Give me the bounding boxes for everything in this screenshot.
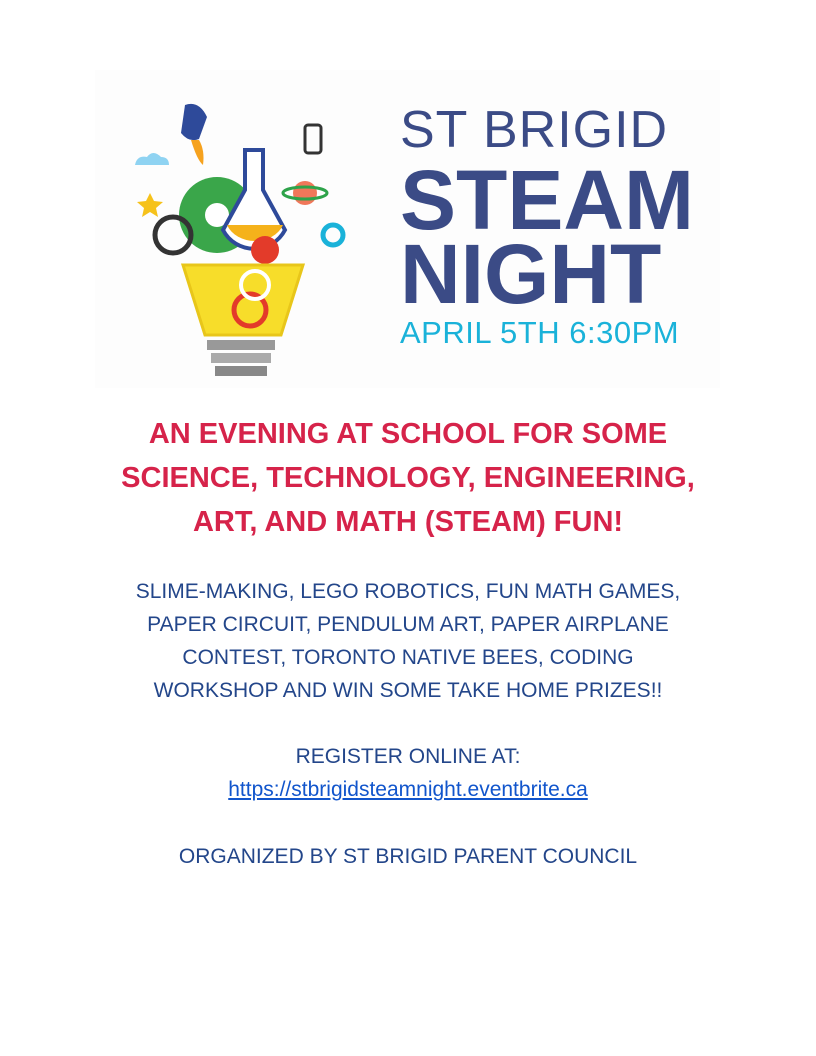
cloud-icon (135, 153, 169, 165)
headline (0, 412, 816, 544)
headline-line: ART, AND MATH (STEAM) FUN! (192, 506, 624, 538)
banner-title-steam: STEAM (400, 153, 694, 247)
event-banner (95, 70, 720, 388)
apple-icon (251, 236, 279, 264)
lightbulb-steam-illustration (125, 85, 355, 385)
organizer-text: ORGANIZED BY ST BRIGID PARENT COUNCIL (178, 845, 638, 868)
headline-line: AN EVENING AT SCHOOL FOR SOME (148, 418, 668, 450)
banner-date-time: APRIL 5TH 6:30PM (400, 315, 680, 350)
star-icon (137, 193, 163, 217)
planet-icon (293, 181, 317, 205)
banner-title-night: NIGHT (400, 227, 662, 321)
banner-school-name: ST BRIGID (400, 101, 669, 159)
register-link[interactable]: https://stbrigidsteamnight.eventbrite.ca (228, 778, 588, 801)
activities-list (0, 575, 816, 707)
activities-line: CONTEST, TORONTO NATIVE BEES, CODING (182, 646, 634, 669)
activities-line: WORKSHOP AND WIN SOME TAKE HOME PRIZES!! (153, 679, 663, 702)
activities-line: PAPER CIRCUIT, PENDULUM ART, PAPER AIRPLANE (147, 613, 669, 636)
rocket-icon (181, 104, 207, 140)
headline-line: SCIENCE, TECHNOLOGY, ENGINEERING, (121, 462, 695, 494)
activities-line: SLIME-MAKING, LEGO ROBOTICS, FUN MATH GAMES, (135, 580, 681, 603)
register-label: REGISTER ONLINE AT: (295, 745, 521, 768)
register-section (0, 740, 816, 806)
phone-icon (305, 125, 321, 153)
